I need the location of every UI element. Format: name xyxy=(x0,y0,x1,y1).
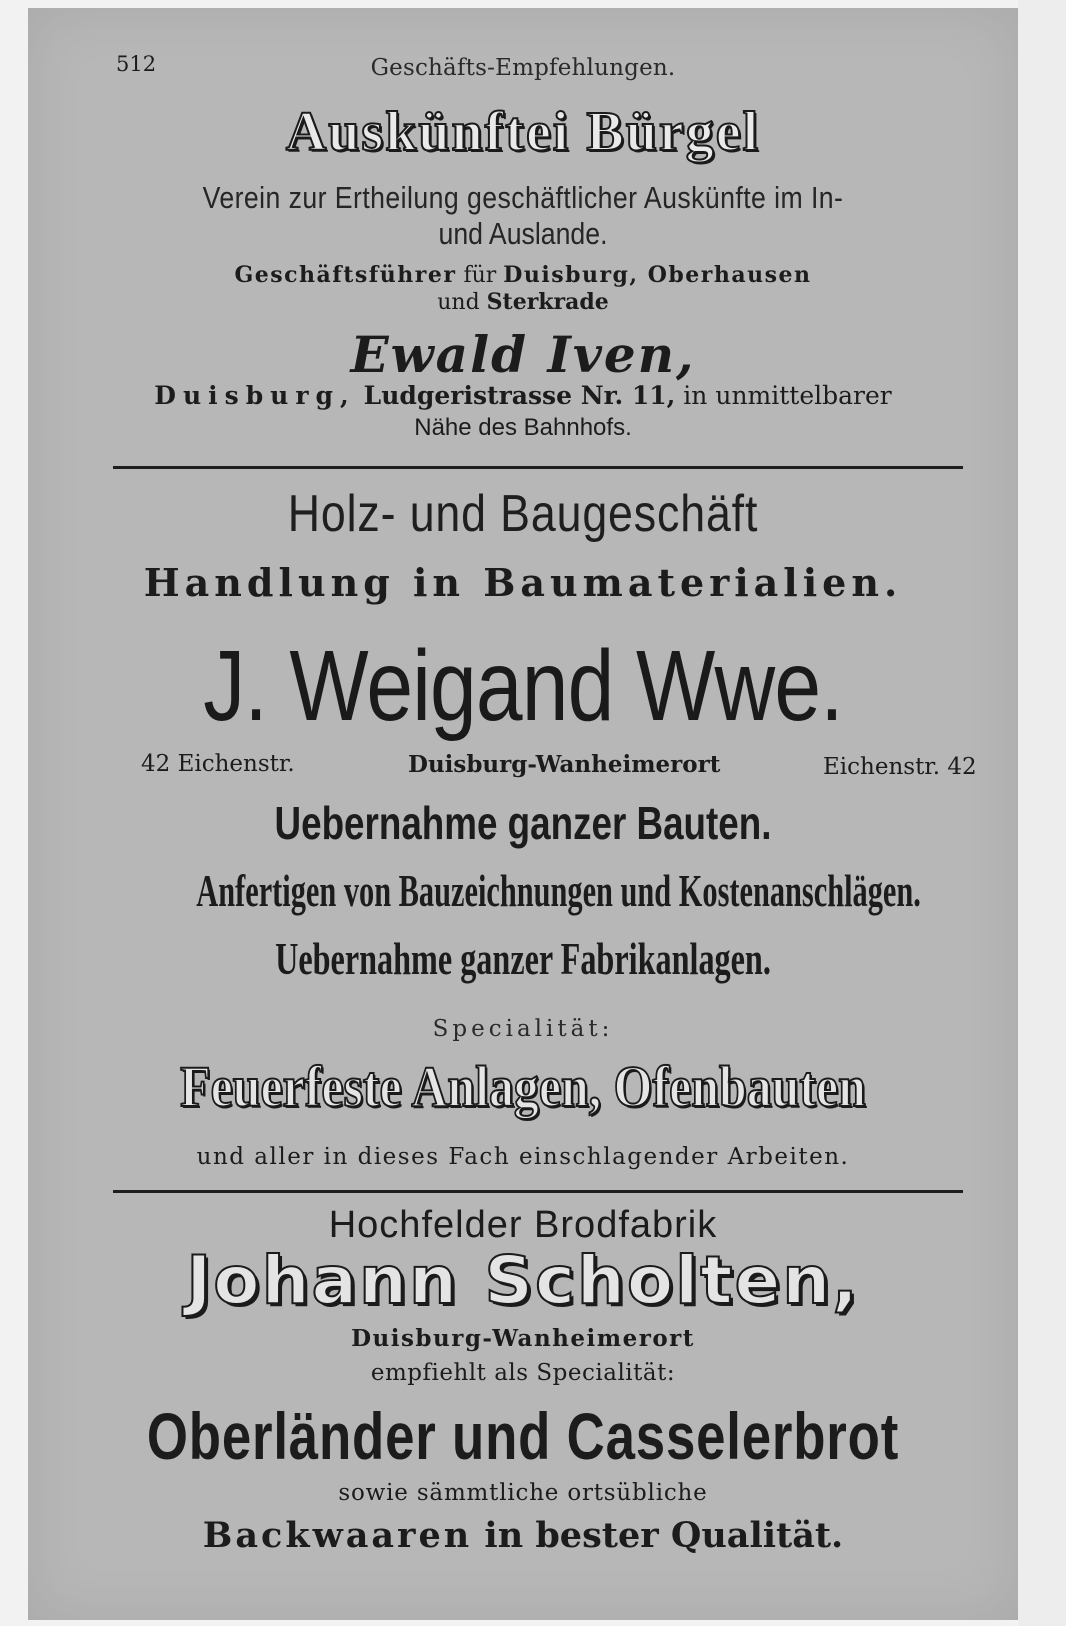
ad1-address-line2: Nähe des Bahnhofs. xyxy=(414,414,632,441)
ad1-address-rest: in unmittelbarer xyxy=(683,381,892,410)
divider-rule xyxy=(113,466,963,469)
ad3-quality-bold: Backwaaren xyxy=(202,1515,473,1556)
ad2-firm-name: J. Weigand Wwe. xyxy=(203,630,843,742)
ad1-proprietor-name: Ewald Iven, xyxy=(350,325,696,384)
ad3-title: Hochfelder Brodfabrik xyxy=(328,1204,718,1246)
ad1-description-line1: Verein zur Ertheilung geschäftlicher Auskünfte im In- xyxy=(202,180,844,215)
ad1-title: Auskünftei Bürgel xyxy=(285,101,761,163)
ad1-manager-for: für xyxy=(463,263,497,288)
ad1-manager-places: Duisburg, Oberhausen xyxy=(503,262,812,288)
ad2-address-city: Duisburg-Wanheimerort xyxy=(408,751,721,778)
ad3-recommend-line: empfiehlt als Specialität: xyxy=(370,1360,676,1386)
ad1-manager-line xyxy=(28,264,1018,287)
ad2-specialty-label: Specialität: xyxy=(432,1016,614,1042)
ad2-specialty-line: Feuerfeste Anlagen, Ofenbauten xyxy=(180,1054,866,1119)
ad2-specialty-detail: und aller in dieses Fach einschlagender Arbeiten. xyxy=(196,1144,850,1170)
divider-rule xyxy=(113,1190,963,1193)
ad3-quality-line xyxy=(28,1515,1018,1556)
ad2-service-line3: Uebernahme ganzer Fabrikanlagen. xyxy=(275,933,771,984)
ad2-address-right: Eichenstr. 42 xyxy=(823,754,977,780)
ad1-place-and: und xyxy=(437,290,480,315)
ad1-address-city: Duisburg, xyxy=(154,381,356,410)
ad3-place: Duisburg-Wanheimerort xyxy=(351,1325,695,1352)
ad1-place-last: Sterkrade xyxy=(486,289,609,315)
ad1-place-line xyxy=(28,291,1018,314)
running-head: Geschäfts-Empfehlungen. xyxy=(370,55,676,81)
ad3-proprietor-name: Johann Scholten, xyxy=(186,1242,860,1319)
ad1-address-street: Ludgeristrasse Nr. 11, xyxy=(363,381,676,410)
advertisement-page xyxy=(28,8,1018,1620)
ad3-quality-rest: in bester Qualität. xyxy=(484,1515,844,1556)
ad2-service-line2: Anfertigen von Bauzeichnungen und Kostenanschlägen. xyxy=(196,865,921,916)
scan-margin xyxy=(1018,0,1066,1626)
ad1-description-line2: und Auslande. xyxy=(438,216,608,251)
ad2-address-left: 42 Eichenstr. xyxy=(141,751,295,777)
ad2-subtitle: Handlung in Baumaterialien. xyxy=(143,560,903,605)
page-number: 512 xyxy=(116,52,157,76)
ad3-also-line: sowie sämmtliche ortsübliche xyxy=(338,1480,708,1506)
ad1-manager-label: Geschäftsführer xyxy=(234,262,457,288)
ad2-title: Holz- und Baugeschäft xyxy=(287,485,759,543)
ad2-service-line1: Uebernahme ganzer Bauten. xyxy=(274,797,772,849)
ad3-product-line: Oberländer und Casselerbrot xyxy=(146,1399,900,1473)
ad1-address-line1 xyxy=(28,383,1018,408)
